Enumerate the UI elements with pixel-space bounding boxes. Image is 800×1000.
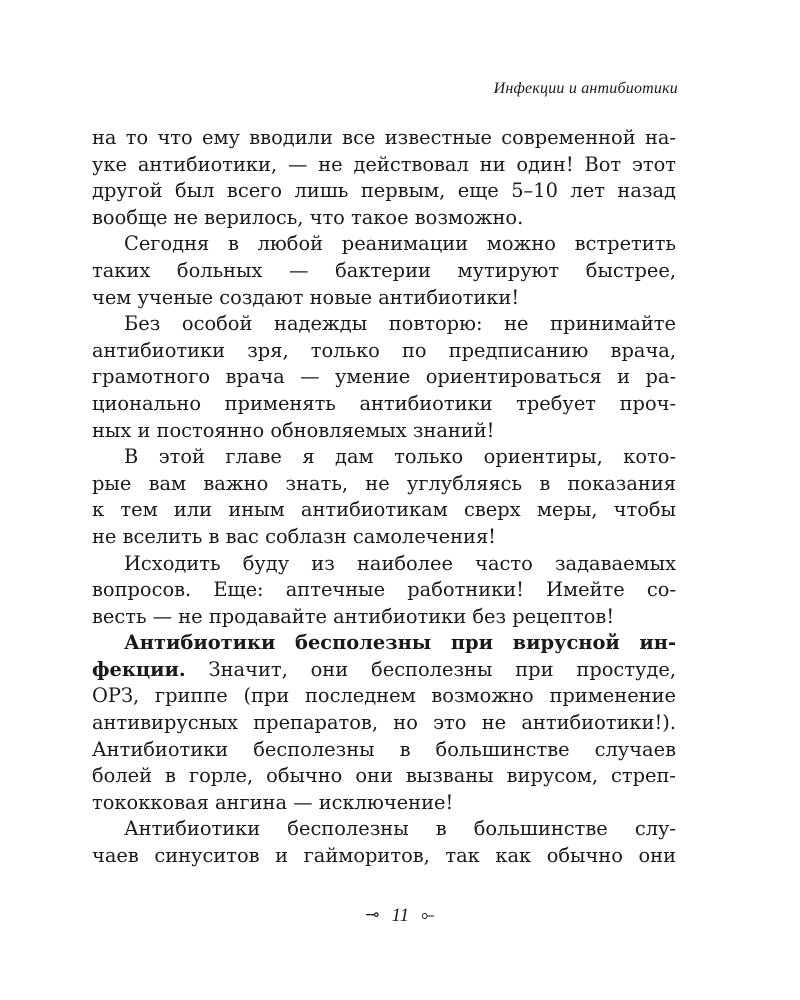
text-line: Антибиотики бесполезны в большинстве случаев [92, 737, 676, 761]
page-footer [0, 905, 800, 927]
text-line: Сегодня в любой реанимации можно встретить [124, 232, 676, 256]
page-body-text [92, 125, 676, 870]
text-line: рые вам важно знать, не углубляясь в показания [92, 471, 676, 495]
text-fragment: Значит, они бесполезны при простуде, [185, 657, 676, 681]
bold-lead-line: Антибиотики бесполезны при вирусной ин- [124, 631, 676, 655]
page-number: 11 [391, 905, 410, 926]
text-line: уке антибиотики, — не действовал ни один! Вот этот [92, 152, 676, 176]
text-line: таких больных — бактерии мутируют быстрее, [92, 258, 676, 282]
text-line: к тем или иным антибиотикам сверх меры, чтобы [92, 498, 676, 522]
ornament-left-icon: ⊸ [365, 905, 380, 924]
text-line: не вселить в вас соблазн самолечения! [92, 524, 496, 548]
text-line: ОРЗ, гриппе (при последнем возможно применение [92, 684, 676, 708]
bold-lead-end: фекции. [92, 657, 186, 681]
text-line: ционально применять антибиотики требует проч- [92, 391, 676, 415]
text-line: тококковая ангина — исключение! [92, 790, 454, 814]
text-line: антибиотики зря, только по предписанию врача, [92, 338, 676, 362]
text-line: чем ученые создают новые антибиотики! [92, 285, 520, 309]
text-line: чаев синуситов и гайморитов, так как обычно они [92, 844, 676, 868]
text-line: антивирусных препаратов, но это не антибиотики!). [92, 711, 676, 735]
text-line: весть — не продавайте антибиотики без рецептов! [92, 604, 615, 628]
text-line: грамотного врача — умение ориентироваться и ра- [92, 365, 676, 389]
text-line: другой был всего лишь первым, еще 5–10 лет назад [92, 179, 676, 203]
text-line: В этой главе я дам только ориентиры, кото- [124, 445, 676, 469]
text-line: Исходить буду из наиболее часто задаваемых [124, 551, 676, 575]
text-line: ных и постоянно обновляемых знаний! [92, 418, 495, 442]
text-line: Без особой надежды повторю: не принимайте [124, 312, 676, 336]
text-line: болей в горле, обычно они вызваны вирусом, стреп- [92, 764, 676, 788]
running-header: Инфекции и антибиотики [493, 80, 678, 97]
text-line: вопросов. Еще: аптечные работники! Имейте со- [92, 578, 676, 602]
text-line: Антибиотики бесполезны в большинстве слу- [124, 817, 676, 841]
ornament-right-icon: ⟜ [421, 905, 435, 924]
text-line [92, 657, 676, 684]
text-line: на то что ему вводили все известные современной на- [92, 126, 676, 149]
text-line: вообще не верилось, что такое возможно. [92, 205, 524, 229]
